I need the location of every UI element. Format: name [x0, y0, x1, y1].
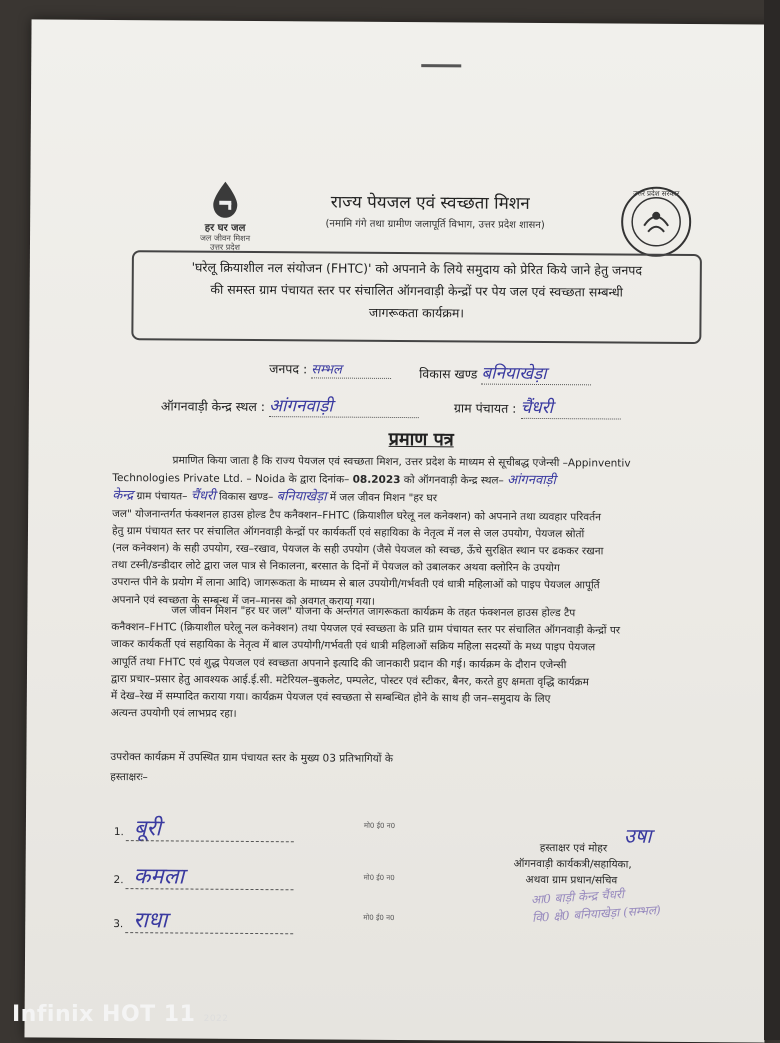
gram-panchayat-field [454, 394, 621, 419]
participant-3-signature: राधा [133, 908, 168, 934]
gram-panchayat-label: ग्राम पंचायत : [453, 400, 517, 416]
participants-sign-label: हस्ताक्षरः– [110, 770, 148, 784]
page-title: राज्य पेयजल एवं स्वच्छता मिशन [330, 192, 530, 214]
certificate-title: प्रमाण पत्र [388, 428, 454, 451]
seal-text: उत्तर प्रदेश सरकार [633, 189, 680, 198]
dark-edge [764, 0, 780, 1040]
banner-line1: 'घरेलू क्रियाशील नल संयोजन (FHTC)' को अपनाने के लिये समुदाय को प्रेरित किये जाने हेतु जनपद [191, 259, 643, 278]
certificate-paragraph-1: प्रमाणित किया जाता है कि राज्य पेयजल एवं स्वच्छता मिशन, उत्तर प्रदेश के माध्यम से सूचीबद्ध एजेन्सी –Appinventiv Technologies Private Ltd. – Noida के द्वारा दिनांक– 08.2023 को ऑगनवाड़ी केन्द्र स्थल– आंगनवाड़ी केन्द्र ग्राम पंचायत– चैंधरी विकास खण्ड– बनियाखेड़ा में जल जीवन मिशन "हर घर जल" योजनान्तर्गत फंक्शनल हाउस होल्ड टैप कनैक्शन–FHTC (क्रियाशील घरेलू नल कनेक्शन) को अपनाने तथा व्यवहार परिवर्तन हेतु ग्राम पंचायत स्तर पर संचालित ऑगनवाड़ी केन्द्रों पर कार्यकर्ती एवं सहायिका के नेतृत्व में नल से जल उपयोग, पेयजल स्रोतों (नल कनेक्शन) के सही उपयोग, रख–रखाव, पेयजल के सही उपयोग (जैसे पेयजल को स्वच्छ, ऊँचे सुरक्षित स्थान पर ढककर रखना तथा टस्नी/डन्डीदार लोटे द्वारा जल पात्र से निकालना, बरसात के दिनों में पेयजल को उबालकर अथवा क्लोरिन के उपयोग उपरान्त पीने के प्रयोग में लाना आदि) जागरूकता के माध्यम से बाल उपयोगी/गर्भवती एवं धात्री महिलाओं को पाइप पेयजल आपूर्ति अपनाने एवं स्वच्छता के सम्बन्ध में जन–मानस को अवगत कराया गया। [111, 454, 631, 608]
logo-line1: हर घर जल [204, 222, 246, 234]
aanganwadi-field [161, 392, 419, 418]
pen-mark [421, 64, 461, 67]
aanganwadi-value: आंगनवाड़ी [268, 396, 333, 417]
certificate-paragraph-2: जल जीवन मिशन "हर घर जल" योजना के अर्न्तगत जागरूकता कार्यक्रम के तहत फंक्शनल हाउस होल्ड टैप कनैक्शन–FHTC (क्रियाशील घरेलू नल कनेक्शन) तथा पेयजल एवं स्वच्छता के प्रति ग्राम पंचायत स्तर पर संचालित ऑगनवाड़ी केन्द्रों पर जाकर कार्यकर्ती एवं सहायिका के नेतृत्व में बाल उपयोगी/गर्भवती एवं धात्री महिलाओं सक्रिय महिला सदस्यों के मध्य पाइप पेयजल आपूर्ति तथा FHTC एवं शुद्ध पेयजल एवं स्वच्छता अपनाने इत्यादि की जानकारी प्रदान की गई। कार्यक्रम के दौरान एजेन्सी द्वारा प्रचार–प्रसार हेतु आवश्यक आई.ई.सी. मटेरियल–बुकलेट, पम्पलेट, पोस्टर एवं स्टीकर, बैनर, करते हुए क्षमता वृद्धि कार्यक्रम में देख–रेख में सम्पादित कराया गया। कार्यक्रम पेयजल एवं स्वच्छता से सम्बन्धित होने के साथ ही जन–समुदाय के लिए अत्यन्त उपयोगी एवं लाभप्रद रहा। [110, 604, 621, 721]
vikas-khand-field [419, 360, 591, 385]
up-government-seal [620, 186, 693, 259]
official-stamp: आ0 बाड़ी केन्द्र चैंधरी वि0 क्षे0 बनियाखेड़ा (सम्भल) [530, 887, 662, 925]
janpad-label: जनपद : [269, 361, 308, 377]
participant-row-3: 3. राधा मो0 ई0 न0 [113, 904, 493, 937]
har-ghar-jal-logo [180, 180, 270, 252]
date-value: 08.2023 [352, 473, 401, 487]
vikas-khand-value: बनियाखेड़ा [481, 363, 547, 385]
document-page [24, 19, 771, 1042]
watermark-year: 2022 [203, 1014, 229, 1024]
logo-line2: जल जीवन मिशन [199, 233, 251, 243]
official-signature: उषा [623, 823, 652, 848]
logo-line3: उत्तर प्रदेश [209, 242, 240, 252]
page-subtitle: (नमामि गंगे तथा ग्रामीण जलापूर्ति विभाग, उत्तर प्रदेश शासन) [325, 218, 545, 232]
camera-watermark [12, 1002, 229, 1027]
participant-1-signature: बूरी [133, 816, 162, 842]
participant-row-1: 1. बूरी मो0 ई0 न0 [114, 812, 494, 845]
janpad-value: सम्भल [311, 362, 342, 378]
participant-2-signature: कमला [133, 864, 185, 890]
participant-row-2: 2. कमला मो0 ई0 न0 [113, 860, 493, 893]
official-line3: अथवा ग्राम प्रधान/सचिव [525, 873, 618, 887]
official-line1: हस्ताक्षर एवं मोहर [539, 841, 608, 855]
banner-line3: जागरूकता कार्यक्रम। [368, 304, 465, 321]
gram-panchayat-value: चैंधरी [520, 397, 554, 419]
aanganwadi-label: ऑगनवाड़ी केन्द्र स्थल : [160, 398, 266, 415]
vikas-khand-label: विकास खण्ड [419, 366, 478, 382]
official-line2: ऑगनवाड़ी कार्यकत्री/सहायिका, [513, 857, 632, 871]
water-drop-icon [210, 181, 240, 219]
program-banner [131, 250, 702, 344]
watermark-brand: Infinix [12, 1002, 94, 1027]
banner-line2: की समस्त ग्राम पंचायत स्तर पर संचालित ऑगनवाड़ी केन्द्रों पर पेय जल एवं स्वच्छता सम्बन्धी [210, 281, 623, 300]
watermark-model: HOT 11 [102, 1002, 196, 1027]
participants-intro: उपरोक्त कार्यक्रम में उपस्थित ग्राम पंचायत स्तर के मुख्य 03 प्रतिभागियों के [110, 750, 393, 765]
janpad-field [269, 359, 391, 379]
